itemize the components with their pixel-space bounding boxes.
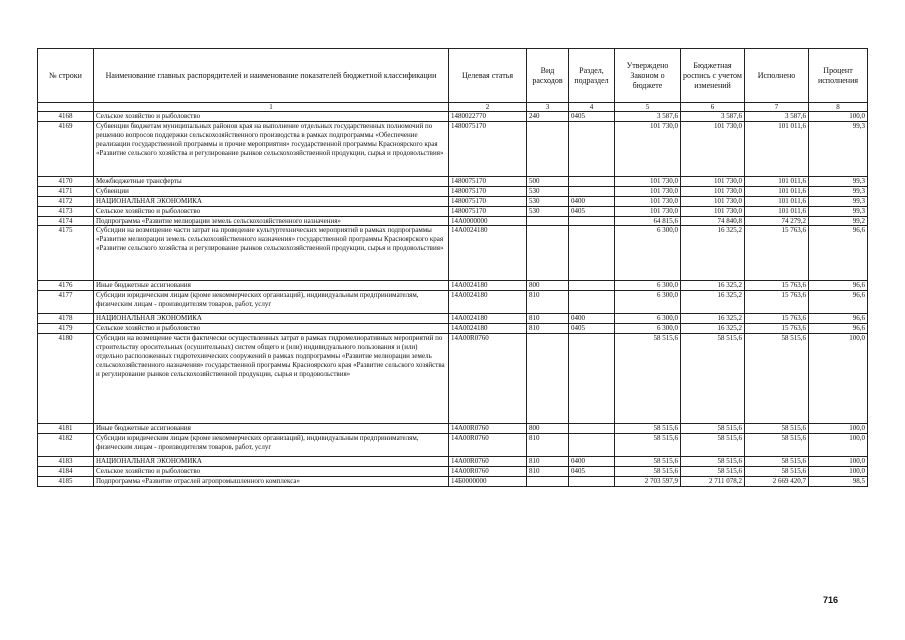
cell-num: 4178	[38, 314, 94, 324]
cell-razd: 0400	[569, 314, 615, 324]
cell-code: 14А00R0760	[449, 466, 527, 476]
table-row	[38, 434, 868, 457]
cell-name: Межбюджетные трансферты	[94, 176, 449, 186]
table-row	[38, 216, 868, 226]
table-row	[38, 196, 868, 206]
header-vid: Вид расходов	[527, 49, 569, 103]
cell-done: 15 763,6	[745, 226, 809, 281]
cell-razd	[569, 186, 615, 196]
header-razd: Раздел, подраздел	[569, 49, 615, 103]
cell-code: 14А0024180	[449, 281, 527, 291]
table-row	[38, 176, 868, 186]
cell-num: 4179	[38, 324, 94, 334]
cell-razd	[569, 424, 615, 434]
cell-code: 14А0024180	[449, 226, 527, 281]
cell-pct: 96,6	[809, 314, 868, 324]
table-row	[38, 424, 868, 434]
column-number: 6	[681, 103, 745, 112]
cell-pct: 99,2	[809, 216, 868, 226]
cell-approved: 6 300,0	[615, 226, 681, 281]
table-row	[38, 186, 868, 196]
header-done: Исполнено	[745, 49, 809, 103]
table-row	[38, 476, 868, 486]
cell-pct: 99,3	[809, 186, 868, 196]
cell-razd: 0400	[569, 457, 615, 467]
column-number: 5	[615, 103, 681, 112]
cell-pct: 100,0	[809, 434, 868, 457]
cell-vid	[527, 476, 569, 486]
cell-num: 4172	[38, 196, 94, 206]
header-row	[38, 49, 868, 103]
cell-code: 14А00R0760	[449, 434, 527, 457]
cell-approved: 101 730,0	[615, 176, 681, 186]
cell-budget: 2 711 078,2	[681, 476, 745, 486]
cell-num: 4173	[38, 206, 94, 216]
cell-budget: 16 325,2	[681, 324, 745, 334]
cell-code: 1480075170	[449, 121, 527, 176]
table-row	[38, 121, 868, 176]
column-number: 3	[527, 103, 569, 112]
cell-name: Сельское хозяйство и рыболовство	[94, 466, 449, 476]
header-code: Целевая статья	[449, 49, 527, 103]
column-number: 4	[569, 103, 615, 112]
cell-budget: 101 730,0	[681, 206, 745, 216]
cell-pct: 100,0	[809, 112, 868, 122]
cell-razd	[569, 291, 615, 314]
cell-num: 4175	[38, 226, 94, 281]
cell-pct: 96,6	[809, 291, 868, 314]
cell-code: 1480075170	[449, 176, 527, 186]
cell-vid: 500	[527, 176, 569, 186]
table-row	[38, 112, 868, 122]
cell-razd: 0405	[569, 112, 615, 122]
cell-budget: 101 730,0	[681, 186, 745, 196]
cell-code: 1480022770	[449, 112, 527, 122]
cell-name: Сельское хозяйство и рыболовство	[94, 324, 449, 334]
cell-name: НАЦИОНАЛЬНАЯ ЭКОНОМИКА	[94, 196, 449, 206]
cell-budget: 101 730,0	[681, 121, 745, 176]
cell-done: 15 763,6	[745, 314, 809, 324]
cell-pct: 98,5	[809, 476, 868, 486]
cell-budget: 16 325,2	[681, 314, 745, 324]
column-number: 2	[449, 103, 527, 112]
cell-approved: 58 515,6	[615, 334, 681, 424]
cell-pct: 99,3	[809, 196, 868, 206]
table-row	[38, 291, 868, 314]
cell-pct: 99,3	[809, 121, 868, 176]
cell-done: 3 587,6	[745, 112, 809, 122]
cell-done: 101 011,6	[745, 196, 809, 206]
header-pct: Процент исполнения	[809, 49, 868, 103]
cell-razd	[569, 434, 615, 457]
header-budget: Бюджетная роспись с учетом изменений	[681, 49, 745, 103]
cell-approved: 58 515,6	[615, 434, 681, 457]
cell-razd: 0405	[569, 206, 615, 216]
cell-name: НАЦИОНАЛЬНАЯ ЭКОНОМИКА	[94, 314, 449, 324]
cell-razd	[569, 176, 615, 186]
cell-pct: 96,6	[809, 226, 868, 281]
cell-budget: 58 515,6	[681, 334, 745, 424]
header-approved: Утверждено Законом о бюджете	[615, 49, 681, 103]
cell-vid: 800	[527, 281, 569, 291]
cell-num: 4168	[38, 112, 94, 122]
cell-done: 58 515,6	[745, 457, 809, 467]
cell-name: НАЦИОНАЛЬНАЯ ЭКОНОМИКА	[94, 457, 449, 467]
table-row	[38, 457, 868, 467]
cell-budget: 58 515,6	[681, 434, 745, 457]
cell-done: 15 763,6	[745, 281, 809, 291]
cell-budget: 101 730,0	[681, 176, 745, 186]
cell-razd	[569, 334, 615, 424]
cell-budget: 101 730,0	[681, 196, 745, 206]
column-number: 1	[94, 103, 449, 112]
cell-done: 101 011,6	[745, 176, 809, 186]
cell-code: 1480075170	[449, 206, 527, 216]
cell-vid	[527, 334, 569, 424]
cell-done: 101 011,6	[745, 186, 809, 196]
cell-pct: 100,0	[809, 457, 868, 467]
cell-code: 14А00R0760	[449, 457, 527, 467]
cell-approved: 58 515,6	[615, 457, 681, 467]
table-body	[38, 103, 868, 487]
cell-num: 4182	[38, 434, 94, 457]
cell-razd	[569, 226, 615, 281]
cell-approved: 64 815,6	[615, 216, 681, 226]
cell-name: Сельское хозяйство и рыболовство	[94, 206, 449, 216]
cell-vid: 810	[527, 457, 569, 467]
cell-approved: 58 515,6	[615, 424, 681, 434]
cell-name: Субвенции	[94, 186, 449, 196]
cell-done: 74 279,2	[745, 216, 809, 226]
cell-code: 14Б0000000	[449, 476, 527, 486]
cell-done: 58 515,6	[745, 466, 809, 476]
cell-approved: 3 587,6	[615, 112, 681, 122]
cell-vid: 530	[527, 186, 569, 196]
cell-done: 15 763,6	[745, 291, 809, 314]
budget-table	[37, 48, 868, 487]
table-row	[38, 226, 868, 281]
table-row	[38, 206, 868, 216]
table-row	[38, 324, 868, 334]
cell-approved: 101 730,0	[615, 206, 681, 216]
cell-num: 4169	[38, 121, 94, 176]
cell-razd	[569, 121, 615, 176]
cell-done: 58 515,6	[745, 434, 809, 457]
cell-budget: 58 515,6	[681, 424, 745, 434]
cell-budget: 16 325,2	[681, 281, 745, 291]
cell-done: 101 011,6	[745, 121, 809, 176]
cell-num: 4174	[38, 216, 94, 226]
page-number: 716	[823, 595, 839, 605]
cell-vid	[527, 121, 569, 176]
cell-razd	[569, 216, 615, 226]
cell-name: Субсидии юридическим лицам (кроме некоммерческих организаций), индивидуальным предпринимателям, физическим лицам - производителям товаров, работ, услуг	[94, 291, 449, 314]
cell-num: 4181	[38, 424, 94, 434]
cell-pct: 100,0	[809, 334, 868, 424]
cell-razd: 0405	[569, 466, 615, 476]
cell-vid: 530	[527, 196, 569, 206]
cell-name: Подпрограмма «Развитие мелиорации земель сельскохозяйственного назначения»	[94, 216, 449, 226]
cell-razd: 0405	[569, 324, 615, 334]
cell-pct: 100,0	[809, 424, 868, 434]
cell-vid: 810	[527, 314, 569, 324]
cell-done: 15 763,6	[745, 324, 809, 334]
cell-approved: 2 703 597,9	[615, 476, 681, 486]
header-num: № строки	[38, 49, 94, 103]
cell-num: 4171	[38, 186, 94, 196]
cell-vid: 810	[527, 466, 569, 476]
table-row	[38, 334, 868, 424]
cell-pct: 99,3	[809, 176, 868, 186]
cell-approved: 101 730,0	[615, 121, 681, 176]
cell-approved: 6 300,0	[615, 291, 681, 314]
cell-vid: 810	[527, 324, 569, 334]
column-number: 8	[809, 103, 868, 112]
cell-num: 4170	[38, 176, 94, 186]
cell-num: 4184	[38, 466, 94, 476]
cell-approved: 6 300,0	[615, 281, 681, 291]
cell-code: 14А0024180	[449, 324, 527, 334]
cell-approved: 101 730,0	[615, 186, 681, 196]
cell-vid: 530	[527, 206, 569, 216]
cell-done: 2 669 420,7	[745, 476, 809, 486]
cell-name: Иные бюджетные ассигнования	[94, 424, 449, 434]
cell-num: 4185	[38, 476, 94, 486]
cell-approved: 101 730,0	[615, 196, 681, 206]
cell-budget: 58 515,6	[681, 457, 745, 467]
cell-name: Субвенции бюджетам муниципальных районов края на выполнение отдельных государственных полномочий по решению вопросов поддержки сельскохозяйственного производства в рамках подпрограммы «Обеспечение реализации государственной программы и прочие мероприятия» государственной программы Красноярского края «Развитие сельского хозяйства и регулирование рынков сельскохозяйственной продукции, сырья и продовольствия»	[94, 121, 449, 176]
cell-budget: 74 840,8	[681, 216, 745, 226]
cell-vid	[527, 226, 569, 281]
cell-num: 4177	[38, 291, 94, 314]
cell-pct: 99,3	[809, 206, 868, 216]
cell-vid: 810	[527, 291, 569, 314]
cell-approved: 6 300,0	[615, 324, 681, 334]
cell-num: 4176	[38, 281, 94, 291]
cell-code: 14А0000000	[449, 216, 527, 226]
cell-code: 14А00R0760	[449, 424, 527, 434]
cell-num: 4180	[38, 334, 94, 424]
column-number-row	[38, 103, 868, 112]
cell-budget: 16 325,2	[681, 226, 745, 281]
cell-pct: 96,6	[809, 281, 868, 291]
cell-budget: 3 587,6	[681, 112, 745, 122]
cell-name: Субсидии на возмещение части затрат на проведение культуртехнических мероприятий в рамках подпрограммы «Развитие мелиорации земель сельскохозяйственного назначения» государственной программы Красноярского края «Развитие сельского хозяйства и регулирование рынков сельскохозяйственной продукции, сырья и продовольствия»	[94, 226, 449, 281]
table-row	[38, 466, 868, 476]
column-number: 7	[745, 103, 809, 112]
cell-name: Субсидии юридическим лицам (кроме некоммерческих организаций), индивидуальным предпринимателям, физическим лицам - производителям товаров, работ, услуг	[94, 434, 449, 457]
table-row	[38, 314, 868, 324]
cell-approved: 58 515,6	[615, 466, 681, 476]
cell-vid	[527, 216, 569, 226]
cell-code: 14А0024180	[449, 314, 527, 324]
cell-code: 1480075170	[449, 186, 527, 196]
cell-pct: 100,0	[809, 466, 868, 476]
cell-vid: 240	[527, 112, 569, 122]
cell-razd	[569, 476, 615, 486]
cell-name: Иные бюджетные ассигнования	[94, 281, 449, 291]
cell-razd: 0400	[569, 196, 615, 206]
cell-budget: 16 325,2	[681, 291, 745, 314]
cell-num: 4183	[38, 457, 94, 467]
cell-done: 101 011,6	[745, 206, 809, 216]
cell-budget: 58 515,6	[681, 466, 745, 476]
header-name: Наименование главных распорядителей и наименование показателей бюджетной классификации	[94, 49, 449, 103]
cell-approved: 6 300,0	[615, 314, 681, 324]
cell-razd	[569, 281, 615, 291]
table-row	[38, 281, 868, 291]
cell-pct: 96,6	[809, 324, 868, 334]
cell-done: 58 515,6	[745, 424, 809, 434]
cell-code: 14А00R0760	[449, 334, 527, 424]
cell-name: Субсидии на возмещение части фактически осуществленных затрат в рамках гидромелиоративных мероприятий по строительству оросительных (осушительных) систем общего и (или) индивидуального пользования и (или) отдельно расположенных гидротехнических сооружений в рамках подпрограммы «Развитие мелиорации земель сельскохозяйственного назначения» государственной программы Красноярского края «Развитие сельского хозяйства и регулирование рынков сельскохозяйственной продукции, сырья и продовольствия»	[94, 334, 449, 424]
column-number	[38, 103, 94, 112]
cell-vid: 800	[527, 424, 569, 434]
cell-name: Сельское хозяйство и рыболовство	[94, 112, 449, 122]
cell-code: 14А0024180	[449, 291, 527, 314]
cell-name: Подпрограмма «Развитие отраслей агропромышленного комплекса»	[94, 476, 449, 486]
cell-vid: 810	[527, 434, 569, 457]
cell-done: 58 515,6	[745, 334, 809, 424]
cell-code: 1480075170	[449, 196, 527, 206]
